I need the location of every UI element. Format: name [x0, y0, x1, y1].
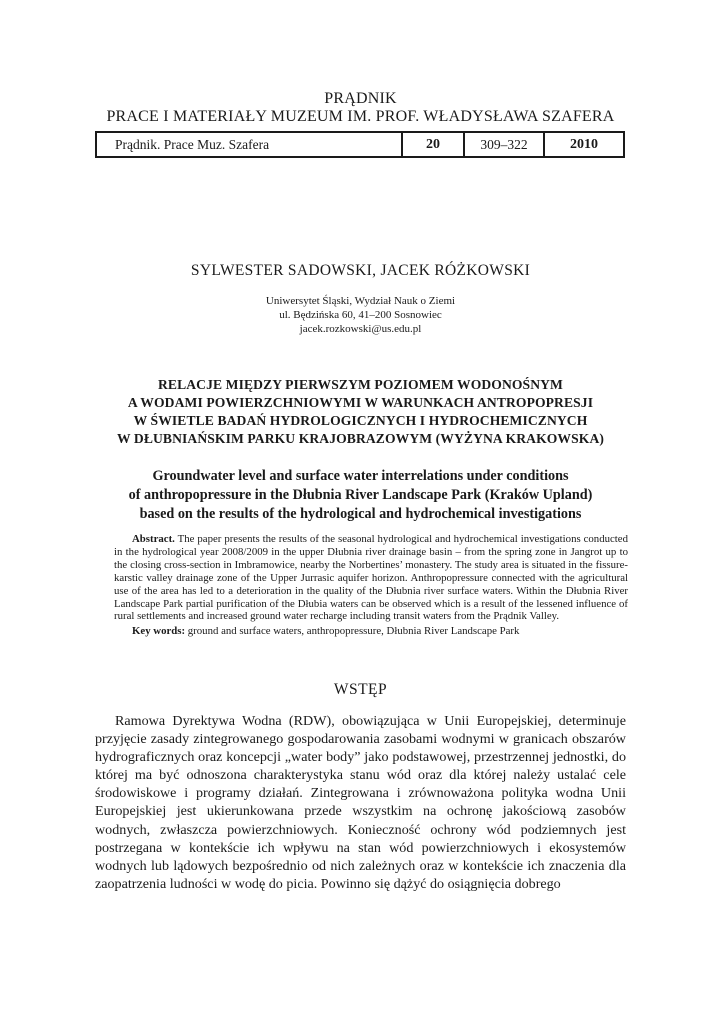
body-paragraph: Ramowa Dyrektywa Wodna (RDW), obowiązująca w Unii Europejskiej, determinuje przyjęcie zasady zintegrowanego gospodarowania zasobami wodnymi w granicach obszarów hydrograficznych oraz koncepcji „water body” jako podstawowej, przestrzennej jednostki, do której ma być odnoszona charakterystyka stanu wód oraz dla której należy ustalać cele środowiskowe i programy działań. Zintegrowana i zrównoważona polityka wodna Unii Europejskiej jest ukierunkowana przede wszystkim na ochronę jakościową zasobów wodnych, zwłaszcza powierzchniowych. Konieczność ochrony wód podziemnych jest postrzegana w kontekście ich wpływu na stan wód powierzchniowych i ekosystemów wodnych lub lądowych bezpośrednio od nich zależnych oraz w kontekście ich znaczenia dla zaopatrzenia ludności w wodę do picia. Powinno się dążyć do osiągnięcia dobrego — [95, 713, 626, 892]
affiliation-email: jacek.rozkowski@us.edu.pl — [299, 323, 422, 335]
title-pl-line: W DŁUBNIAŃSKIM PARKU KRAJOBRAZOWYM (WYŻYNA KRAKOWSKA) — [116, 431, 604, 446]
title-pl-line: W ŚWIETLE BADAŃ HYDROLOGICZNYCH I HYDROCHEMICZNYCH — [133, 413, 588, 428]
keywords-text: ground and surface waters, anthropopressure, Dłubnia River Landscape Park — [187, 625, 520, 638]
body-text — [95, 712, 626, 893]
keywords — [114, 625, 628, 638]
abstract — [114, 533, 628, 638]
citation-pages: 309–322 — [465, 133, 545, 156]
title-en-line: based on the results of the hydrological and hydrochemical investigations — [139, 506, 582, 522]
abstract-label: Abstract. — [132, 533, 175, 545]
affiliation-address: ul. Będzińska 60, 41–200 Sosnowiec — [279, 309, 442, 321]
section-heading: WSTĘP — [333, 681, 388, 698]
citation-box — [95, 131, 625, 158]
abstract-paragraph — [114, 533, 628, 623]
citation-year: 2010 — [570, 136, 598, 152]
authors: SYLWESTER SADOWSKI, JACEK RÓŻKOWSKI — [190, 262, 531, 279]
journal-name: PRĄDNIK — [324, 90, 397, 107]
title-pl-line: RELACJE MIĘDZY PIERWSZYM POZIOMEM WODONOŚNYM — [158, 377, 563, 392]
abstract-text: The paper presents the results of the seasonal hydrological and hydrochemical investigations conducted in the hydrological year 2008/2009 in the upper Dłubnia river drainage basin – from the spring zone in Jangrot up to the closing cross-section in Imbramowice, nearby the Norbertines’ monastery. The study area is situated in the fissure-karstic valley drainage zone of the Upper Jurrasic aquifer horizon. Anthropopressure connected with the agricultural use of the area has led to a deterioration in the quality of the Dłubnia river surface waters. Within the Dłubnia River Landscape Park partial purification of the Dłubia waters can be observed which is a result of the lessened influence of rural settlements and increased ground water recharge including transit waters from the Prądnik Valley. — [114, 533, 628, 623]
title-en-line: Groundwater level and surface water interrelations under conditions — [152, 468, 569, 484]
title-pl-line: A WODAMI POWIERZCHNIOWYMI W WARUNKACH ANTROPOPRESJI — [127, 395, 594, 410]
title-en-line: of anthropopressure in the Dłubnia River Landscape Park (Kraków Upland) — [128, 487, 593, 503]
keywords-label: Key words: — [132, 625, 186, 638]
journal-subtitle: PRACE I MATERIAŁY MUZEUM IM. PROF. WŁADYSŁAWA SZAFERA — [106, 108, 615, 125]
citation-volume: 20 — [403, 133, 465, 156]
affiliation-institution: Uniwersytet Śląski, Wydział Nauk o Ziemi — [265, 295, 456, 307]
citation-journal: Prądnik. Prace Muz. Szafera — [97, 133, 403, 156]
